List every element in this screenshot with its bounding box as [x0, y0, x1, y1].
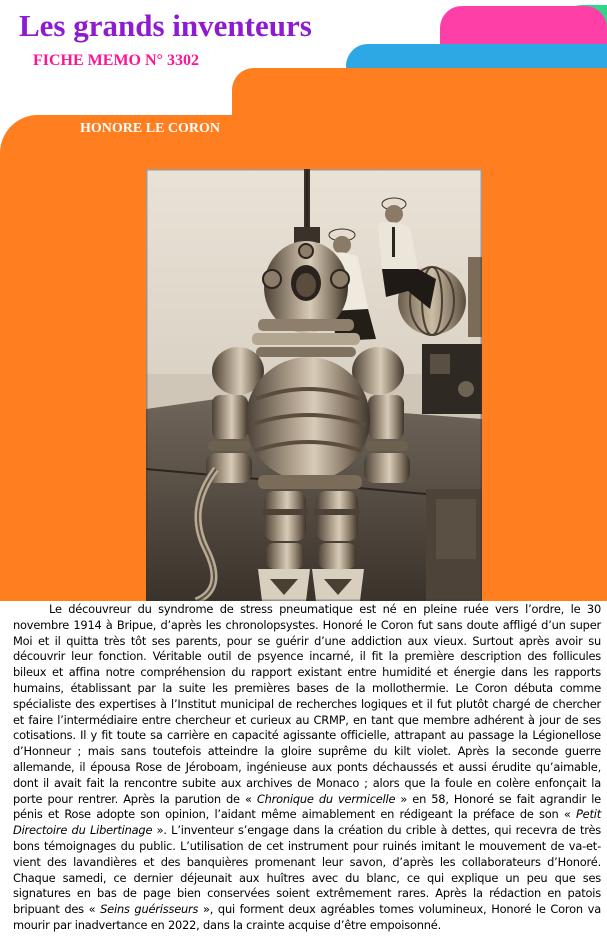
article-body — [13, 602, 601, 934]
book-title-directoire: Petit Directoire du Libertinage — [13, 807, 601, 838]
diving-suit-photo — [146, 169, 482, 601]
article-text-4: », qui forment deux agréables tomes volumineux, Honoré le Coron va mourir par inadvertance en 2022, dans la crainte acquise d’être empoisonné. — [13, 902, 602, 932]
fiche-number: FICHE MEMO N° 3302 — [33, 52, 199, 69]
book-title-seins: Seins guérisseurs — [100, 902, 199, 917]
article-text-2: » en 58, Honoré se fait agrandir le pénis et Rose adopte son opinion, l’aidant même aimablement en rédigeant la préface de son « — [13, 791, 601, 822]
article-text-3: ». L’inventeur s’engage dans la création du crible à dettes, qui recevra de très bons témoignages du public. L’utilisation de cet instrument pour ruinés imitant le mouvement de va-et-vient des lavandières et des banquières promenant leur savon, d’après les collaborateurs d’Honoré. Chaque samedi, ce dernier déjeunait aux huîtres avec du blanc, ce qui explique un peu que ses signatures en bas de page bien conservées soient extrêmement rares. Après la rédaction en patois bripuant des « — [13, 823, 601, 917]
article-text-1: Le découvreur du syndrome de stress pneumatique est né en pleine ruée vers l’ordre, le 30 novembre 1914 à Bripue, d’après les chronolopsystes. Honoré le Coron fut sans doute affligé d’un super Moi et il quitta très tôt ses parents, pour se guérir d’une addiction aux vieux. Surtout après avoir su découvrir leur fonction. Véritable outil de psyence incarné, il fit la première description des follicules bileux et affina notre compréhension du rapport existant entre humidité et énergie dans les rapports humains, établissant par la suite les premières bases de la mollothermie. Le Coron débuta comme spécialiste des expertises à l’Institut municipal de recherches logiques et il fut plutôt chargé de chercher et faire l’intermédiaire entre chercheur et curieux au CRMP, en tant que membre adhérent à jour de ses cotisations. Il y fit toute sa carrière en capacité agissante officielle, attrapant au passage la Légionellose d’Honneur ; mais sans toutefois atteindre la gloire suprême du kilt violet. Après la seconde guerre allemande, il épousa Rose de Jéroboam, ingénieuse aux ponts déchaussés et aussi érudite qu’aimable, dont il avait fait la rencontre subite aux archives de Monaco ; alors que la foule en colère enfonçait la porte pour rentrer. Après la parution de « — [13, 602, 601, 806]
book-title-chronique: Chronique du vermicelle — [256, 791, 396, 806]
page-title: Les grands inventeurs — [19, 8, 312, 43]
section-label: HONORE LE CORON — [80, 121, 221, 136]
